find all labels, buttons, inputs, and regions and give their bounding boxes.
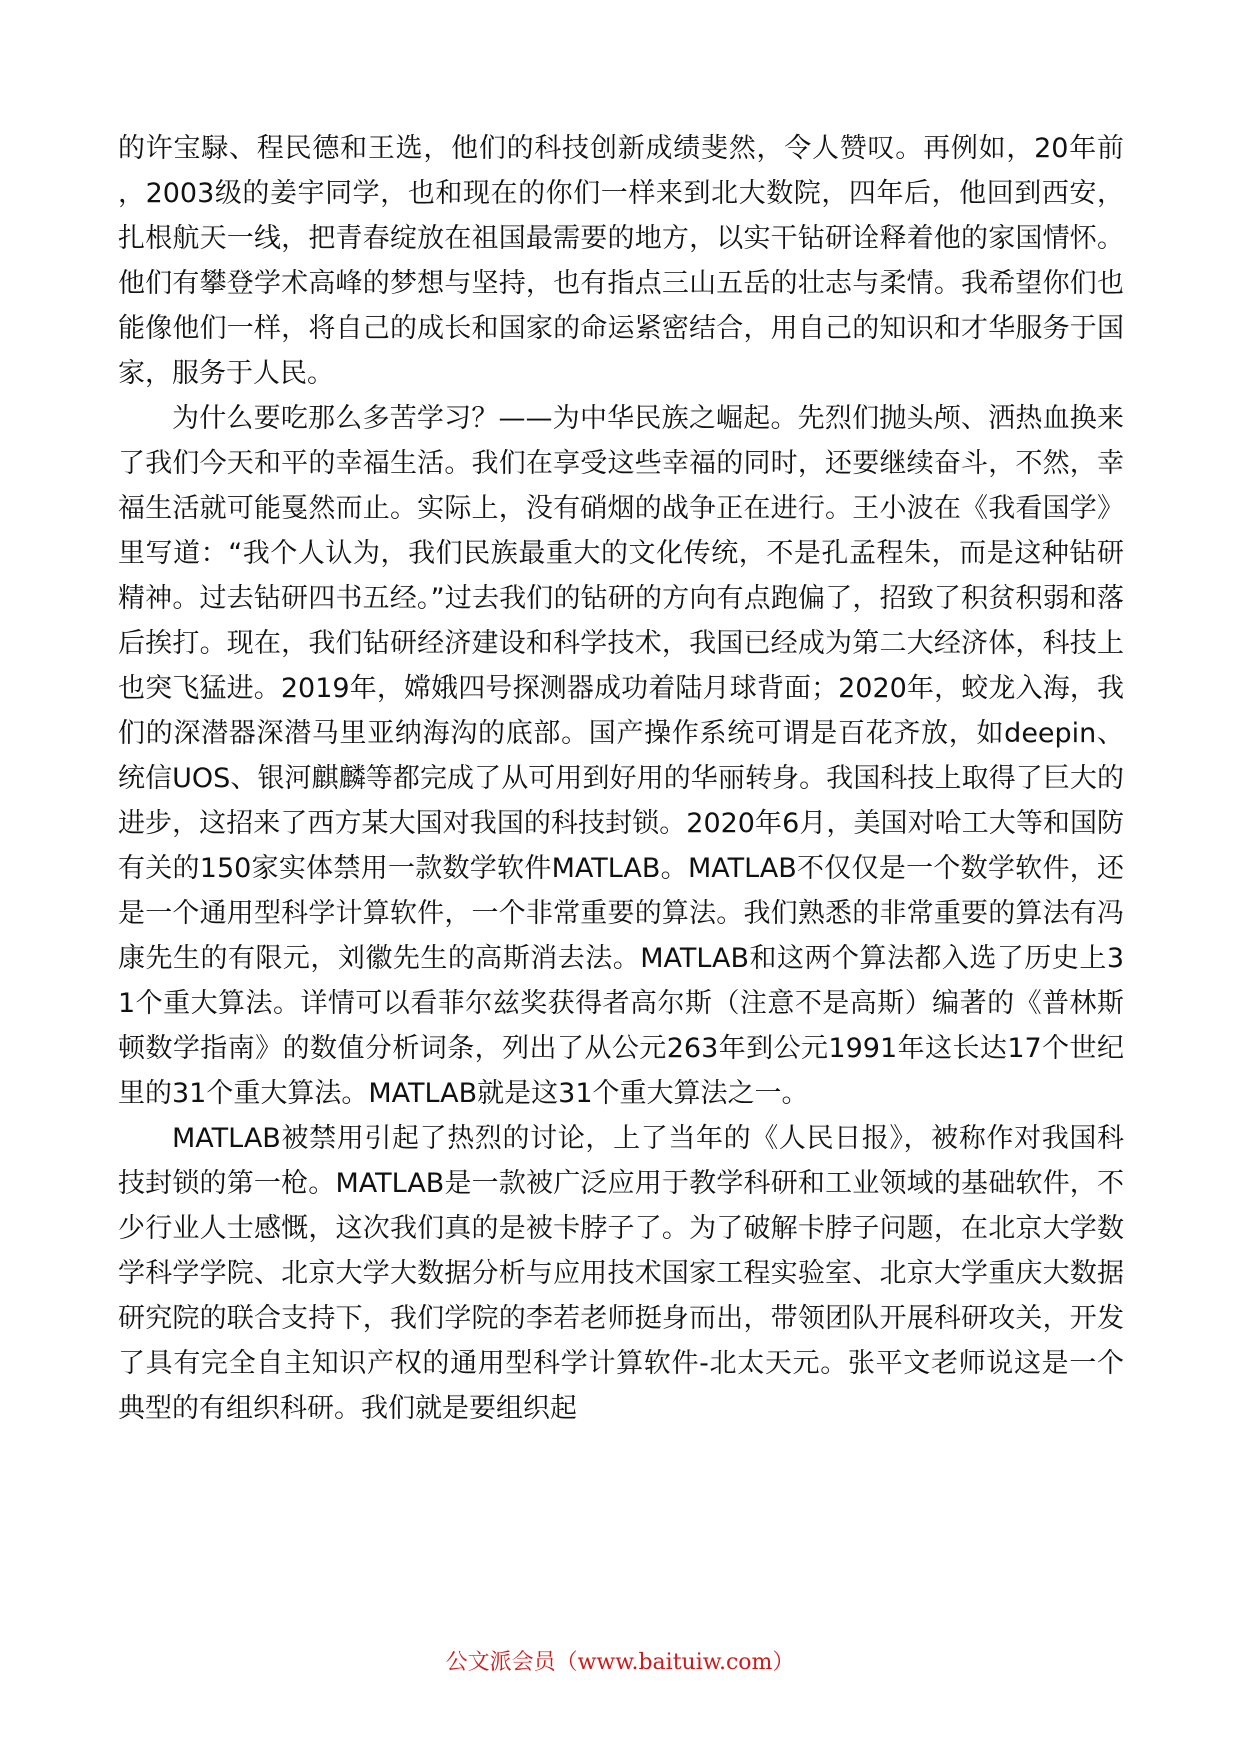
footer-watermark: 公文派会员（www.baituiw.com） <box>445 1650 795 1675</box>
document-body <box>118 126 1124 1431</box>
paragraph-3: MATLAB被禁用引起了热烈的讨论，上了当年的《人民日报》，被称作对我国科技封锁的第一枪。MATLAB是一款被广泛应用于教学科研和工业领域的基础软件，不少行业人士感慨，这次我们真的是被卡脖子了。为了破解卡脖子问题，在北京大学数学科学学院、北京大学大数据分析与应用技术国家工程实验室、北京大学重庆大数据研究院的联合支持下，我们学院的李若老师挺身而出，带领团队开展科研攻关，开发了具有完全自主知识产权的通用型科学计算软件-北太天元。张平文老师说这是一个典型的有组织科研。我们就是要组织起 <box>118 1123 1124 1424</box>
paragraph-2: 为什么要吃那么多苦学习？——为中华民族之崛起。先烈们抛头颅、洒热血换来了我们今天和平的幸福生活。我们在享受这些幸福的同时，还要继续奋斗，不然，幸福生活就可能戛然而止。实际上，没有硝烟的战争正在进行。王小波在《我看国学》里写道：“我个人认为，我们民族最重大的文化传统，不是孔孟程朱，而是这种钻研精神。过去钻研四书五经。”过去我们的钻研的方向有点跑偏了，招致了积贫积弱和落后挨打。现在，我们钻研经济建设和科学技术，我国已经成为第二大经济体，科技上也突飞猛进。2019年，嫦娥四号探测器成功着陆月球背面；2020年，蛟龙入海，我们的深潜器深潜马里亚纳海沟的底部。国产操作系统可谓是百花齐放，如deepin、统信UOS、银河麒麟等都完成了从可用到好用的华丽转身。我国科技上取得了巨大的进步，这招来了西方某大国对我国的科技封锁。2020年6月，美国对哈工大等和国防有关的150家实体禁用一款数学软件MATLAB。MATLAB不仅仅是一个数学软件，还是一个通用型科学计算软件，一个非常重要的算法。我们熟悉的非常重要的算法有冯康先生的有限元，刘徽先生的高斯消去法。MATLAB和这两个算法都入选了历史上31个重大算法。详情可以看菲尔兹奖获得者高尔斯（注意不是高斯）编著的《普林斯顿数学指南》的数值分析词条，列出了从公元263年到公元1991年这长达17个世纪里的31个重大算法。MATLAB就是这31个重大算法之一。 <box>118 403 1124 1109</box>
paragraph-1: 的许宝騄、程民德和王选，他们的科技创新成绩斐然，令人赞叹。再例如，20年前，2003级的姜宇同学，也和现在的你们一样来到北大数院，四年后，他回到西安，扎根航天一线，把青春绽放在祖国最需要的地方，以实干钻研诠释着他的家国情怀。他们有攀登学术高峰的梦想与坚持，也有指点三山五岳的壮志与柔情。我希望你们也能像他们一样，将自己的成长和国家的命运紧密结合，用自己的知识和才华服务于国家，服务于人民。 <box>118 133 1124 389</box>
